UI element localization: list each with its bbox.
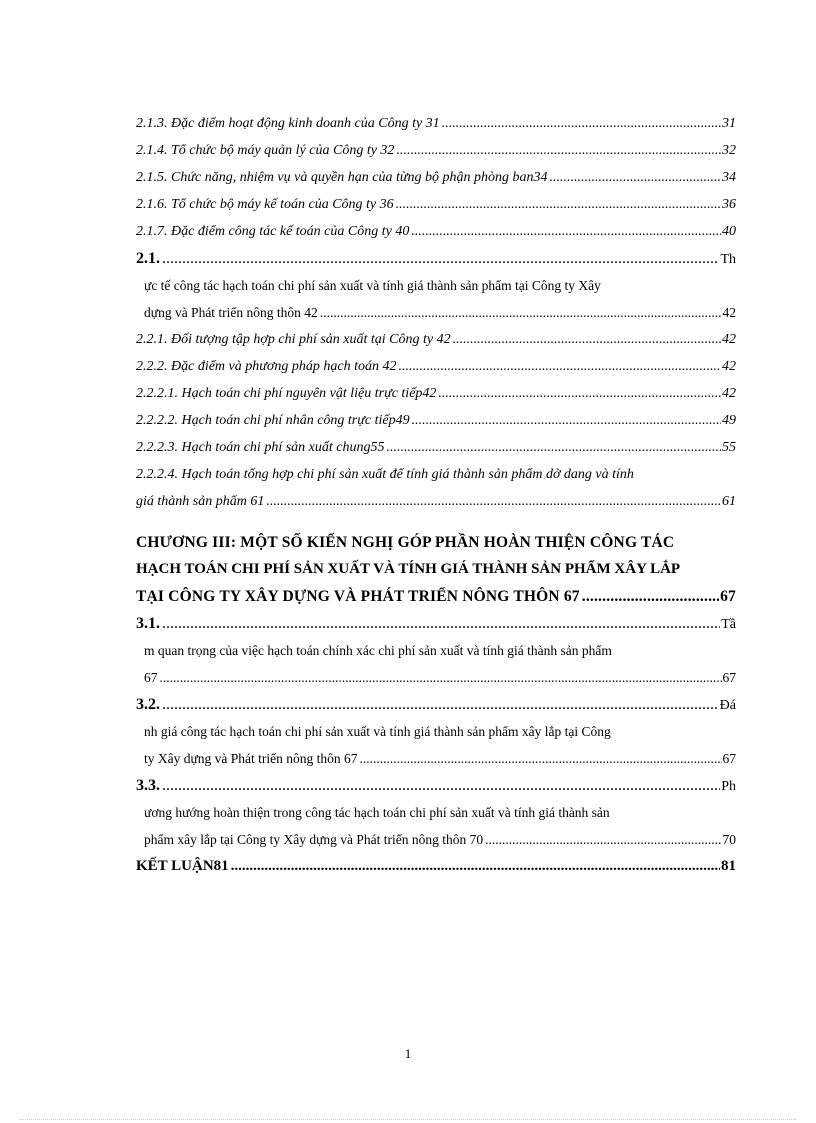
toc-text: m quan trọng của việc hạch toán chính xác chi phí sản xuất và tính giá thành sản phẩm — [144, 643, 612, 658]
toc-label: 2.2.2.2. Hạch toán chi phí nhân công trực tiếp49 — [136, 413, 410, 428]
toc-tail: Ph — [721, 779, 736, 794]
toc-page: 42 — [722, 305, 736, 320]
dot-leader — [396, 191, 721, 218]
dot-leader — [231, 853, 720, 880]
dot-leader — [266, 488, 721, 515]
toc-page: 81 — [721, 858, 736, 874]
toc-page: 34 — [722, 170, 736, 185]
toc-entry-conclusion[interactable] — [136, 853, 736, 880]
toc-page: 67 — [720, 588, 736, 605]
toc-entry-3-3-line2 — [136, 799, 736, 826]
toc-label: 2.1.3. Đặc điểm hoạt động kinh doanh của Công ty 31 — [136, 116, 440, 131]
toc-text: 67 — [144, 670, 158, 685]
dot-leader — [453, 326, 721, 353]
toc-text: phẩm xây lắp tại Công ty Xây dựng và Phát triển nông thôn 70 — [144, 832, 484, 847]
toc-page: 67 — [722, 751, 736, 766]
toc-number: 3.2. — [136, 696, 160, 713]
toc-tail: Tầ — [721, 617, 736, 632]
toc-label: KẾT LUẬN81 — [136, 858, 229, 874]
toc-entry-3-1-heading[interactable] — [136, 610, 736, 637]
toc-page: 32 — [722, 143, 736, 158]
toc-entry-2-1-7[interactable] — [136, 218, 736, 245]
dot-leader — [386, 434, 721, 461]
toc-entry-2-2-2-2[interactable] — [136, 407, 736, 434]
toc-page: 42 — [722, 386, 736, 401]
toc-entry-2-2-2-4-line1 — [136, 461, 736, 488]
table-of-contents — [136, 110, 736, 880]
toc-label: 2.1.6. Tổ chức bộ máy kế toán của Công ty 36 — [136, 197, 394, 212]
toc-entry-2-1-6[interactable] — [136, 191, 736, 218]
toc-label: 2.2.1. Đối tượng tập hợp chi phí sản xuất tại Công ty 42 — [136, 332, 451, 347]
chapter-3-line3[interactable] — [136, 583, 736, 610]
dot-leader — [485, 826, 721, 853]
toc-label: 2.2.2.1. Hạch toán chi phí nguyên vật liệu trực tiếp42 — [136, 386, 437, 401]
toc-text: ty Xây dựng và Phát triển nông thôn 67 — [144, 751, 358, 766]
toc-label: 2.1.5. Chức năng, nhiệm vụ và quyền hạn của từng bộ phận phòng ban34 — [136, 170, 548, 185]
toc-entry-3-2-heading[interactable] — [136, 691, 736, 718]
toc-page: 61 — [722, 494, 736, 509]
toc-page: 42 — [722, 332, 736, 347]
toc-tail: Th — [720, 252, 736, 267]
toc-entry-3-1-line2 — [136, 637, 736, 664]
toc-label: 2.2.2.4. Hạch toán tổng hợp chi phí sản xuất để tính giá thành sản phẩm dở dang và tính — [136, 467, 634, 482]
toc-page: 40 — [722, 224, 736, 239]
dot-leader — [412, 407, 721, 434]
toc-text: ực tế công tác hạch toán chi phí sản xuất và tính giá thành sản phẩm tại Công ty Xây — [144, 278, 601, 293]
toc-entry-2-2-2-3[interactable] — [136, 434, 736, 461]
toc-entry-2-1-3[interactable] — [136, 110, 736, 137]
dot-leader — [360, 745, 722, 772]
toc-page: 55 — [722, 440, 736, 455]
toc-text: dựng và Phát triển nông thôn 42 — [144, 305, 318, 320]
toc-entry-3-2-line2 — [136, 718, 736, 745]
toc-entry-2-2-2-1[interactable] — [136, 380, 736, 407]
dot-leader — [438, 380, 721, 407]
chapter-title: HẠCH TOÁN CHI PHÍ SẢN XUẤT VÀ TÍNH GIÁ THÀNH SẢN PHẨM XÂY LẮP — [136, 561, 681, 577]
toc-tail: Đá — [719, 698, 736, 713]
toc-entry-2-2-line3[interactable] — [136, 299, 736, 326]
dot-leader — [550, 164, 722, 191]
toc-number: 3.3. — [136, 777, 160, 794]
toc-text: ương hướng hoàn thiện trong công tác hạch toán chi phí sản xuất và tính giá thành sản — [144, 805, 610, 820]
dot-leader — [582, 583, 719, 610]
toc-label: 2.1.4. Tổ chức bộ máy quản lý của Công ty 32 — [136, 143, 395, 158]
toc-entry-3-3-line3[interactable] — [136, 826, 736, 853]
toc-label: 2.2.2.3. Hạch toán chi phí sản xuất chung55 — [136, 440, 385, 455]
dot-leader — [162, 691, 719, 718]
dot-leader — [442, 110, 721, 137]
toc-number: 3.1. — [136, 615, 160, 632]
dot-leader — [411, 218, 721, 245]
toc-entry-2-2-1[interactable] — [136, 326, 736, 353]
toc-entry-2-2-line2 — [136, 272, 736, 299]
toc-entry-2-1-4[interactable] — [136, 137, 736, 164]
toc-page: 67 — [722, 670, 736, 685]
toc-entry-2-2-2[interactable] — [136, 353, 736, 380]
dot-leader — [162, 772, 720, 799]
page-number: 1 — [404, 1046, 412, 1061]
dot-leader — [160, 664, 722, 691]
toc-label: 2.2.2. Đặc điểm và phương pháp hạch toán 42 — [136, 359, 397, 374]
chapter-title: TẠI CÔNG TY XÂY DỰNG VÀ PHÁT TRIỂN NÔNG THÔN 67 — [136, 588, 580, 605]
toc-page: 36 — [722, 197, 736, 212]
spacer — [136, 515, 736, 529]
toc-entry-2-2-heading[interactable] — [136, 245, 736, 272]
toc-page: 42 — [722, 359, 736, 374]
toc-number: 2.1. — [136, 250, 160, 267]
toc-entry-3-2-line3[interactable] — [136, 745, 736, 772]
chapter-3-line1 — [136, 529, 736, 556]
toc-text: nh giá công tác hạch toán chi phí sản xuất và tính giá thành sản phẩm xây lắp tại Công — [144, 724, 611, 739]
chapter-title: CHƯƠNG III: MỘT SỐ KIẾN NGHỊ GÓP PHẦN HOÀN THIỆN CÔNG TÁC — [136, 534, 675, 551]
toc-page: 49 — [722, 413, 736, 428]
toc-page: 31 — [722, 116, 736, 131]
dot-leader — [162, 610, 720, 637]
toc-entry-2-1-5[interactable] — [136, 164, 736, 191]
toc-entry-2-2-2-4-line2[interactable] — [136, 488, 736, 515]
dot-leader — [396, 137, 721, 164]
chapter-3-line2 — [136, 556, 736, 583]
toc-entry-3-1-line3[interactable] — [136, 664, 736, 691]
toc-page: 70 — [722, 832, 736, 847]
dot-leader — [162, 245, 719, 272]
dot-leader — [320, 299, 722, 326]
dot-leader — [398, 353, 721, 380]
toc-label: 2.1.7. Đặc điểm công tác kế toán của Công ty 40 — [136, 224, 410, 239]
toc-label: giá thành sản phẩm 61 — [136, 494, 265, 509]
toc-entry-3-3-heading[interactable] — [136, 772, 736, 799]
page-bottom-border — [20, 1119, 796, 1120]
